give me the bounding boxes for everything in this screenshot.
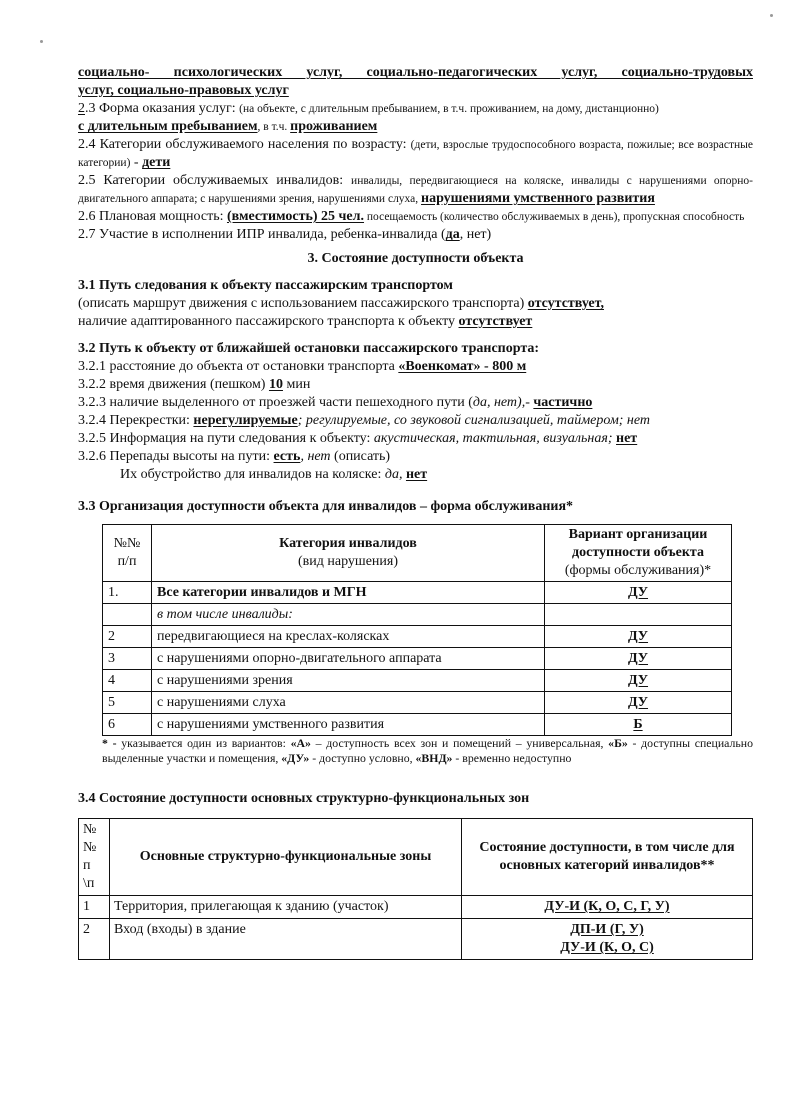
row-num: 4 xyxy=(103,670,152,692)
row-variant: ДУ xyxy=(545,670,732,692)
row-3-2-6: 3.2.6 Перепады высоты на пути: есть, нет (описать) xyxy=(78,449,391,464)
table-row xyxy=(103,692,732,714)
section-2-5: 2.5 Категории обслуживаемых инвалидов: инвалиды, передвигающиеся на коляске, инвалиды с нарушениями опорно-двигательного аппарата; с нарушениями зрения, нарушениями слуха, нарушениями умственного развития xyxy=(78,173,753,206)
row-num: 1 xyxy=(79,896,110,919)
row-3-2-5: 3.2.5 Информация на пути следования к объекту: акустическая, тактильная, визуальная; нет xyxy=(78,431,638,446)
table-header-state: Состояние доступности, в том числе для основных категорий инвалидов** xyxy=(462,819,753,896)
state-line: ДУ-И (К, О, С) xyxy=(560,940,654,955)
table-row: 1. Все категории инвалидов и МГН ДУ xyxy=(103,582,732,604)
row-3-2-1: 3.2.1 расстояние до объекта от остановки транспорта «Военкомат» - 800 м xyxy=(78,359,527,374)
section-3-1-route: (описать маршрут движения с использованием пассажирского транспорта) отсутствует, xyxy=(78,296,604,311)
row-category: с нарушениями зрения xyxy=(152,670,545,692)
row-category: с нарушениями умственного развития xyxy=(152,714,545,736)
table-row xyxy=(103,714,732,736)
row-category: передвигающиеся на креслах-колясках xyxy=(152,626,545,648)
row-zone: Территория, прилегающая к зданию (участок) xyxy=(110,896,462,919)
section-2-3: 2.3 Форма оказания услуг: (на объекте, с длительным пребыванием, в т.ч. проживанием, на дому, дистанционно) с длительным пребыванием, в т.ч. проживанием xyxy=(78,101,659,134)
table-row xyxy=(103,648,732,670)
row-3-2-3: 3.2.3 наличие выделенного от проезжей части пешеходного пути (да, нет),- частично xyxy=(78,395,593,410)
table-header-category: Категория инвалидов (вид нарушения) xyxy=(152,525,545,582)
table-header-num: № № п \п xyxy=(79,819,110,896)
state-line: ДП-И (Г, У) xyxy=(570,922,644,937)
row-zone: Вход (входы) в здание xyxy=(110,919,462,960)
section-3-1-transport: наличие адаптированного пассажирского транспорта к объекту отсутствует xyxy=(78,314,533,329)
table-row: в том числе инвалиды: xyxy=(103,604,732,626)
table-row xyxy=(79,896,753,919)
service-form-table xyxy=(102,524,732,736)
row-variant: ДУ xyxy=(545,692,732,714)
section-3-4-heading: 3.4 Состояние доступности основных структурно-функциональных зон xyxy=(78,791,530,806)
table-header-num: №№ п/п xyxy=(103,525,152,582)
scan-speck xyxy=(770,14,773,17)
variants-note: * - указывается один из вариантов: «А» – доступность всех зон и помещений – универсальная, «Б» - доступны специально выделенные участки и помещения, «ДУ» - доступно условно, «ВНД» - временно недоступно xyxy=(102,736,753,765)
document-page xyxy=(78,64,753,960)
row-num: 2 xyxy=(79,919,110,960)
scan-speck xyxy=(40,40,43,43)
row-category: с нарушениями слуха xyxy=(152,692,545,714)
section-2-4: 2.4 Категории обслуживаемого населения по возрасту: (дети, взрослые трудоспособного возраста, пожилые; все возрастные категории) - дети xyxy=(78,137,753,170)
table-row xyxy=(103,670,732,692)
row-3-2-7: Их обустройство для инвалидов на коляске: да, нет xyxy=(120,467,428,482)
row-variant: Б xyxy=(545,714,732,736)
state-line: ДУ-И (К, О, С, Г, У) xyxy=(544,899,670,914)
row-num: 6 xyxy=(103,714,152,736)
table-row xyxy=(79,919,753,960)
row-num: 3 xyxy=(103,648,152,670)
section-3-2-heading: 3.2 Путь к объекту от ближайшей остановки пассажирского транспорта: xyxy=(78,341,540,356)
services-line-1: социально- психологических услуг, социально-педагогических услуг, социально-трудовых xyxy=(78,65,753,80)
section-2-7: 2.7 Участие в исполнении ИПР инвалида, ребенка-инвалида (да, нет) xyxy=(78,227,492,242)
row-3-2-2: 3.2.2 время движения (пешком) 10 мин xyxy=(78,377,311,392)
row-category: с нарушениями опорно-двигательного аппарата xyxy=(152,648,545,670)
zones-table xyxy=(78,818,753,960)
section-3-1-heading: 3.1 Путь следования к объекту пассажирским транспортом xyxy=(78,278,453,293)
section-2-6: 2.6 Плановая мощность: (вместимость) 25 чел. посещаемость (количество обслуживаемых в день), пропускная способность xyxy=(78,209,745,224)
row-variant: ДУ xyxy=(545,648,732,670)
row-state xyxy=(462,919,753,960)
section-3-title: 3. Состояние доступности объекта xyxy=(307,251,524,266)
table-header-zone: Основные структурно-функциональные зоны xyxy=(110,819,462,896)
row-variant: ДУ xyxy=(545,626,732,648)
section-3-3-heading: 3.3 Организация доступности объекта для инвалидов – форма обслуживания* xyxy=(78,499,574,514)
table-row xyxy=(103,626,732,648)
row-num: 5 xyxy=(103,692,152,714)
table-header-variant: Вариант организации доступности объекта (формы обслуживания)* xyxy=(545,525,732,582)
services-line-2: услуг, социально-правовых услуг xyxy=(78,83,289,98)
row-num: 2 xyxy=(103,626,152,648)
row-3-2-4: 3.2.4 Перекрестки: нерегулируемые; регулируемые, со звуковой сигнализацией, таймером; нет xyxy=(78,413,651,428)
row-state xyxy=(462,896,753,919)
